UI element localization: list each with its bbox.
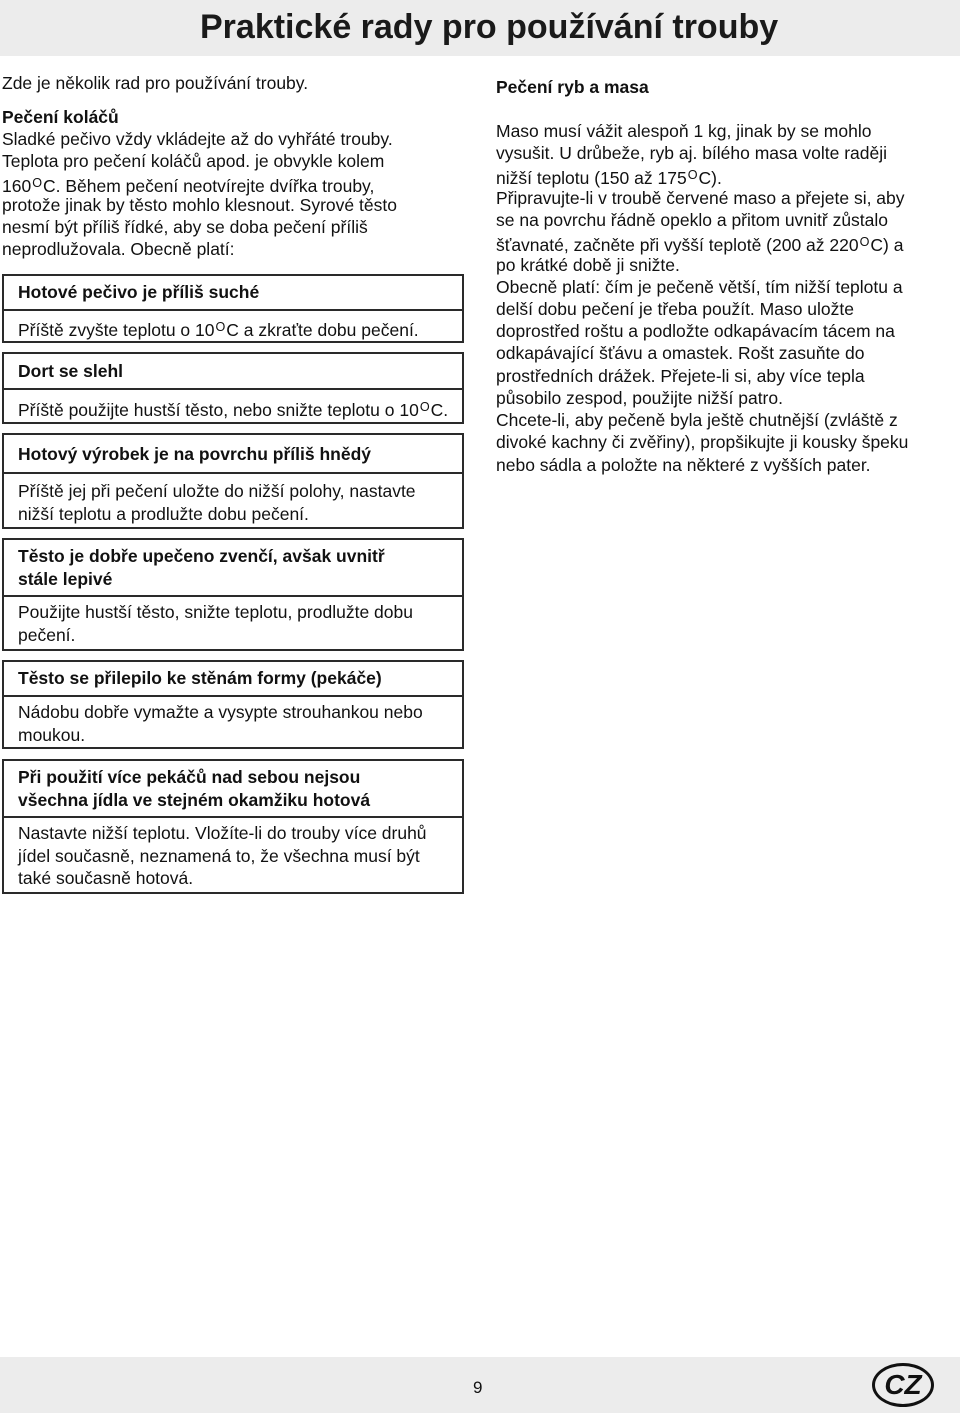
page-title: Praktické rady pro používání trouby bbox=[200, 8, 779, 46]
tip-box bbox=[2, 433, 464, 529]
degree-symbol: O bbox=[32, 176, 42, 190]
fish-meat-line: působilo zespod, použijte nižší patro. bbox=[496, 388, 783, 408]
fish-meat-line: nebo sádla a položte na některé z vyšších pater. bbox=[496, 455, 871, 475]
cakes-line: nesmí být příliš řídké, aby se doba pečení příliš bbox=[2, 217, 368, 237]
tip-box bbox=[2, 352, 464, 424]
fish-meat-line: odkapávající šťávu a omastek. Rošt zasuňte do bbox=[496, 343, 865, 363]
fish-meat-line: Obecně platí: čím je pečeně větší, tím nižší teplotu a bbox=[496, 277, 903, 297]
degree-symbol: O bbox=[215, 320, 226, 334]
fish-meat-line: vysušit. U drůbeže, ryb aj. bílého masa volte raději bbox=[496, 143, 888, 163]
cakes-line: Teplota pro pečení koláčů apod. je obvykle kolem bbox=[2, 151, 385, 171]
fish-meat-line: delší dobu pečení je třeba použít. Maso uložte bbox=[496, 299, 855, 319]
tip-problem: Hotové pečivo je příliš suché bbox=[18, 282, 260, 302]
cakes-line: Sladké pečivo vždy vkládejte až do vyhřáté trouby. bbox=[2, 129, 393, 149]
fish-meat-line: prostředních drážek. Přejete-li si, aby více tepla bbox=[496, 366, 865, 386]
tip-problem: Hotový výrobek je na povrchu příliš hnědý bbox=[18, 444, 372, 464]
degree-symbol: O bbox=[859, 235, 870, 249]
tip-problem: Při použití více pekáčů nad sebou nejsou všechna jídla ve stejném okamžiku hotová bbox=[18, 767, 371, 810]
degree-symbol: O bbox=[419, 400, 430, 414]
cakes-line: $160^OC$. Během pečení neotvírejte dvířka trouby, bbox=[2, 176, 375, 197]
tip-solution: Příště jej při pečení uložte do nižší polohy, nastavte nižší teplotu a prodlužte dobu pečení. bbox=[4, 472, 462, 527]
page-number: 9 bbox=[473, 1378, 483, 1397]
tip-box bbox=[2, 759, 464, 894]
fish-meat-line: Připravujte-li v troubě červené maso a přejete si, aby bbox=[496, 188, 905, 208]
intro-text: Zde je několik rad pro používání trouby. bbox=[2, 73, 309, 93]
fish-meat-line: se na povrchu řádně opeklo a přitom uvnitř zůstalo bbox=[496, 210, 889, 230]
header-bar bbox=[0, 0, 960, 56]
tip-problem: Dort se slehl bbox=[18, 361, 124, 381]
fish-meat-line: šťavnaté, začněte při vyšší teplotě (200 až $220^OC$) a bbox=[496, 235, 904, 256]
language-badge: CZ bbox=[872, 1363, 934, 1407]
tip-box bbox=[2, 274, 464, 343]
fish-meat-line: Maso musí vážit alespoň 1 kg, jinak by se mohlo bbox=[496, 121, 872, 141]
tip-solution: Nádobu dobře vymažte a vysypte strouhankou nebo moukou. bbox=[4, 695, 462, 747]
tip-solution: Použijte hustší těsto, snižte teplotu, prodlužte dobu pečení. bbox=[4, 595, 462, 649]
degree-symbol: O bbox=[687, 168, 698, 182]
cakes-line: protože jinak by těsto mohlo klesnout. Syrové těsto bbox=[2, 195, 397, 215]
tip-box bbox=[2, 660, 464, 749]
fish-meat-line: po krátké době ji snižte. bbox=[496, 255, 680, 275]
fish-meat-heading: Pečení ryb a masa bbox=[496, 77, 649, 97]
tip-problem: Těsto je dobře upečeno zvenčí, avšak uvnitř stále lepivé bbox=[18, 546, 385, 589]
tip-problem: Těsto se přilepilo ke stěnám formy (pekáče) bbox=[18, 668, 382, 688]
tip-solution: Příště použijte hustší těsto, nebo snižte teplotu o $10^OC$. bbox=[4, 388, 462, 422]
tip-solution: Příště zvyšte teplotu o $10^OC$ a zkraťte dobu pečení. bbox=[4, 309, 462, 341]
tip-solution: Nastavte nižší teplotu. Vložíte-li do trouby více druhů jídel současně, neznamená to, že všechna musí být také současně hotová. bbox=[4, 816, 462, 892]
cakes-line: neprodlužovala. Obecně platí: bbox=[2, 239, 235, 259]
fish-meat-line: Chcete-li, aby pečeně byla ještě chutnější (zvláště z bbox=[496, 410, 898, 430]
cakes-heading: Pečení koláčů bbox=[2, 107, 119, 127]
fish-meat-line: nižší teplotu (150 až $175^OC$). bbox=[496, 168, 722, 189]
fish-meat-line: divoké kachny či zvěřiny), propšikujte ji kousky špeku bbox=[496, 432, 909, 452]
fish-meat-line: doprostřed roštu a podložte odkapávacím tácem na bbox=[496, 321, 895, 341]
tip-box bbox=[2, 538, 464, 651]
